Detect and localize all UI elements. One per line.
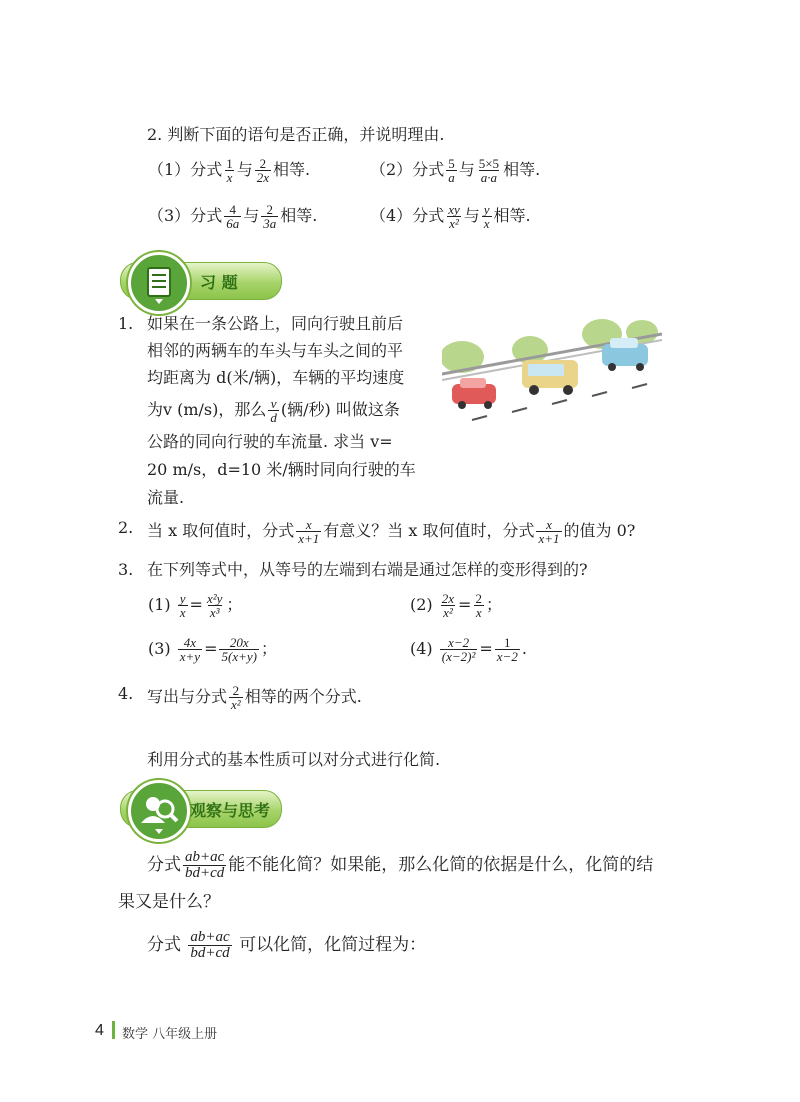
frac-num: 4x <box>183 635 197 650</box>
frac-num: 4 <box>229 202 236 217</box>
frac-den: x+1 <box>538 531 560 546</box>
frac-num: y <box>179 591 186 606</box>
ex2-text <box>147 518 635 545</box>
eq-num: (1) <box>148 595 171 614</box>
frac-num: ab+ac <box>185 849 225 865</box>
obs-line-2: 果又是什么？ <box>118 892 220 912</box>
frac-den: 6a <box>226 216 240 231</box>
obs-line-3-post: 可以化简，化简过程为： <box>239 935 427 955</box>
frac-num: x <box>546 517 552 532</box>
ex2-number: 2. <box>118 518 134 537</box>
frac-num: 2 <box>475 591 482 606</box>
frac-num: y <box>483 202 490 217</box>
ex1-line-5: 公路的同向行驶的车流量. 求当 v= <box>147 432 393 451</box>
frac-num: x−2 <box>448 635 470 650</box>
frac-den: d <box>270 410 277 425</box>
q2-item-post: 相等. <box>493 206 531 225</box>
frac-den: 2x <box>256 170 269 185</box>
ex2-pre: 当 x 取何值时，分式 <box>147 521 295 540</box>
observe-banner-label: 观察与思考 <box>190 801 271 820</box>
q2-item-pre: 分式 <box>190 206 223 225</box>
eq-end: ； <box>226 595 243 614</box>
frac-num: 5×5 <box>478 156 500 171</box>
frac-den: x³ <box>209 605 220 620</box>
ex1-line-4-pre: 为v (m/s)，那么 <box>147 400 267 419</box>
q2-item-mid: 与 <box>236 160 253 179</box>
frac-num: 2x <box>441 591 455 606</box>
q2-item-num: （3） <box>148 206 191 225</box>
ex1-line-4-post: (辆/秒) 叫做这条 <box>280 400 400 419</box>
ex4-number: 4. <box>118 684 134 703</box>
ex3-number: 3. <box>118 560 134 579</box>
frac-den: 5(x+y) <box>221 649 257 664</box>
eq-num: (4) <box>410 639 433 658</box>
q2-item-1 <box>148 157 310 184</box>
ex4-pre: 写出与分式 <box>147 687 228 706</box>
frac-num: 2 <box>259 156 267 171</box>
obs-line-3 <box>147 930 426 961</box>
frac-num: x <box>305 517 312 532</box>
q2-item-4 <box>370 203 531 230</box>
frac-den: x−2 <box>496 649 518 664</box>
q2-heading: 2. 判断下面的语句是否正确，并说明理由. <box>147 125 445 144</box>
footer-book-title: 数学 八年级上册 <box>122 1027 218 1042</box>
frac-den: x+1 <box>298 531 320 546</box>
q2-item-mid: 与 <box>458 160 475 179</box>
ex1-line-7: 流量. <box>147 488 185 507</box>
footer-divider <box>112 1021 115 1039</box>
notebook-icon <box>128 252 190 314</box>
ex3-eq-1: (1) $\frac{y}{x}$ = $\frac{\text{x²y}}{\text{x³}}$ ； <box>148 591 243 620</box>
q2-item-post: 相等. <box>280 206 318 225</box>
eq-end: ； <box>260 639 277 658</box>
q2-item-post: 相等. <box>503 160 541 179</box>
frac-num: xy <box>448 202 460 217</box>
frac-den: x <box>179 605 186 620</box>
frac-den: x² <box>231 697 241 712</box>
frac-num: ab+ac <box>190 929 230 945</box>
traffic-illustration <box>442 312 662 424</box>
obs-line-1-pre: 分式 <box>147 855 181 875</box>
ex4-post: 相等的两个分式. <box>244 687 362 706</box>
ex3-text: 在下列等式中，从等号的左端到右端是通过怎样的变形得到的? <box>147 560 588 579</box>
paragraph-simplify: 利用分式的基本性质可以对分式进行化简. <box>147 750 441 769</box>
frac-den: x+y <box>179 649 201 664</box>
ex1-line-2: 相邻的两辆车的车头与车头之间的平 <box>147 341 404 360</box>
frac-den: x² <box>443 605 453 620</box>
eq-end: . <box>521 639 527 658</box>
eq-end: ； <box>485 595 502 614</box>
ex2-mid: 有意义？当 x 取何值时，分式 <box>323 521 535 540</box>
frac-den: (x−2)² <box>441 649 476 664</box>
frac-den: x <box>226 170 233 185</box>
q2-item-post: 相等. <box>273 160 311 179</box>
frac-den: x² <box>449 216 459 231</box>
ex1-line-6: 20 m/s，d=10 米/辆时同向行驶的车 <box>147 460 416 479</box>
frac-num: 1 <box>226 156 233 171</box>
q2-item-pre: 分式 <box>190 160 223 179</box>
eq-num: (2) <box>410 595 433 614</box>
q2-item-num: （1） <box>148 160 191 179</box>
q2-item-3 <box>148 203 317 230</box>
frac-den: a·a <box>480 170 498 185</box>
frac-num: 5 <box>448 156 455 171</box>
frac-num: 2 <box>266 202 273 217</box>
q2-item-2 <box>370 157 540 184</box>
frac-den: x <box>475 605 482 620</box>
q2-item-pre: 分式 <box>412 160 445 179</box>
page-number: 4 <box>95 1022 104 1039</box>
q2-item-num: （4） <box>370 206 413 225</box>
frac-den: a <box>448 170 455 185</box>
eq-num: (3) <box>148 639 171 658</box>
frac-num: 1 <box>504 635 511 650</box>
frac-den: bd+cd <box>190 945 230 961</box>
ex3-eq-4: (4) $\frac{x-2}{\text{(x−2)²}}$ = $\frac{1}{x-2}$ . <box>410 635 527 664</box>
frac-den: x <box>483 216 490 231</box>
frac-den: 3a <box>263 216 277 231</box>
ex2-post: 的值为 0? <box>563 521 636 540</box>
ex1-number: 1. <box>118 314 134 333</box>
ex1-line-3: 均距离为 d(米/辆)，车辆的平均速度 <box>147 368 405 387</box>
frac-num: 20x <box>229 635 249 650</box>
obs-line-3-pre: 分式 <box>147 935 181 955</box>
ex1-line-1: 如果在一条公路上，同向行驶且前后 <box>147 314 404 333</box>
exercise-banner-label: 习 题 <box>200 273 238 292</box>
frac-den: bd+cd <box>185 865 225 881</box>
frac-num: x²y <box>206 591 223 606</box>
ex1-line-4 <box>147 397 400 424</box>
q2-item-num: （2） <box>370 160 413 179</box>
ex4-text <box>147 684 362 711</box>
ex3-eq-3: (3) $\frac{4x}{x+y}$ = $\frac{20x}{5(x+y)}$ ； <box>148 635 277 664</box>
obs-line-1-post: 能不能化简？如果能，那么化简的依据是什么，化简的结 <box>228 855 654 875</box>
ex3-eq-2: (2) $\frac{2x}{\text{x²}}$ = $\frac{2}{x}$ ； <box>410 591 502 620</box>
q2-item-pre: 分式 <box>412 206 445 225</box>
q2-item-mid: 与 <box>463 206 480 225</box>
magnifier-people-icon <box>128 780 190 842</box>
frac-num: v <box>270 396 277 411</box>
q2-item-mid: 与 <box>243 206 260 225</box>
frac-num: 2 <box>232 683 240 698</box>
obs-line-1 <box>147 850 653 881</box>
